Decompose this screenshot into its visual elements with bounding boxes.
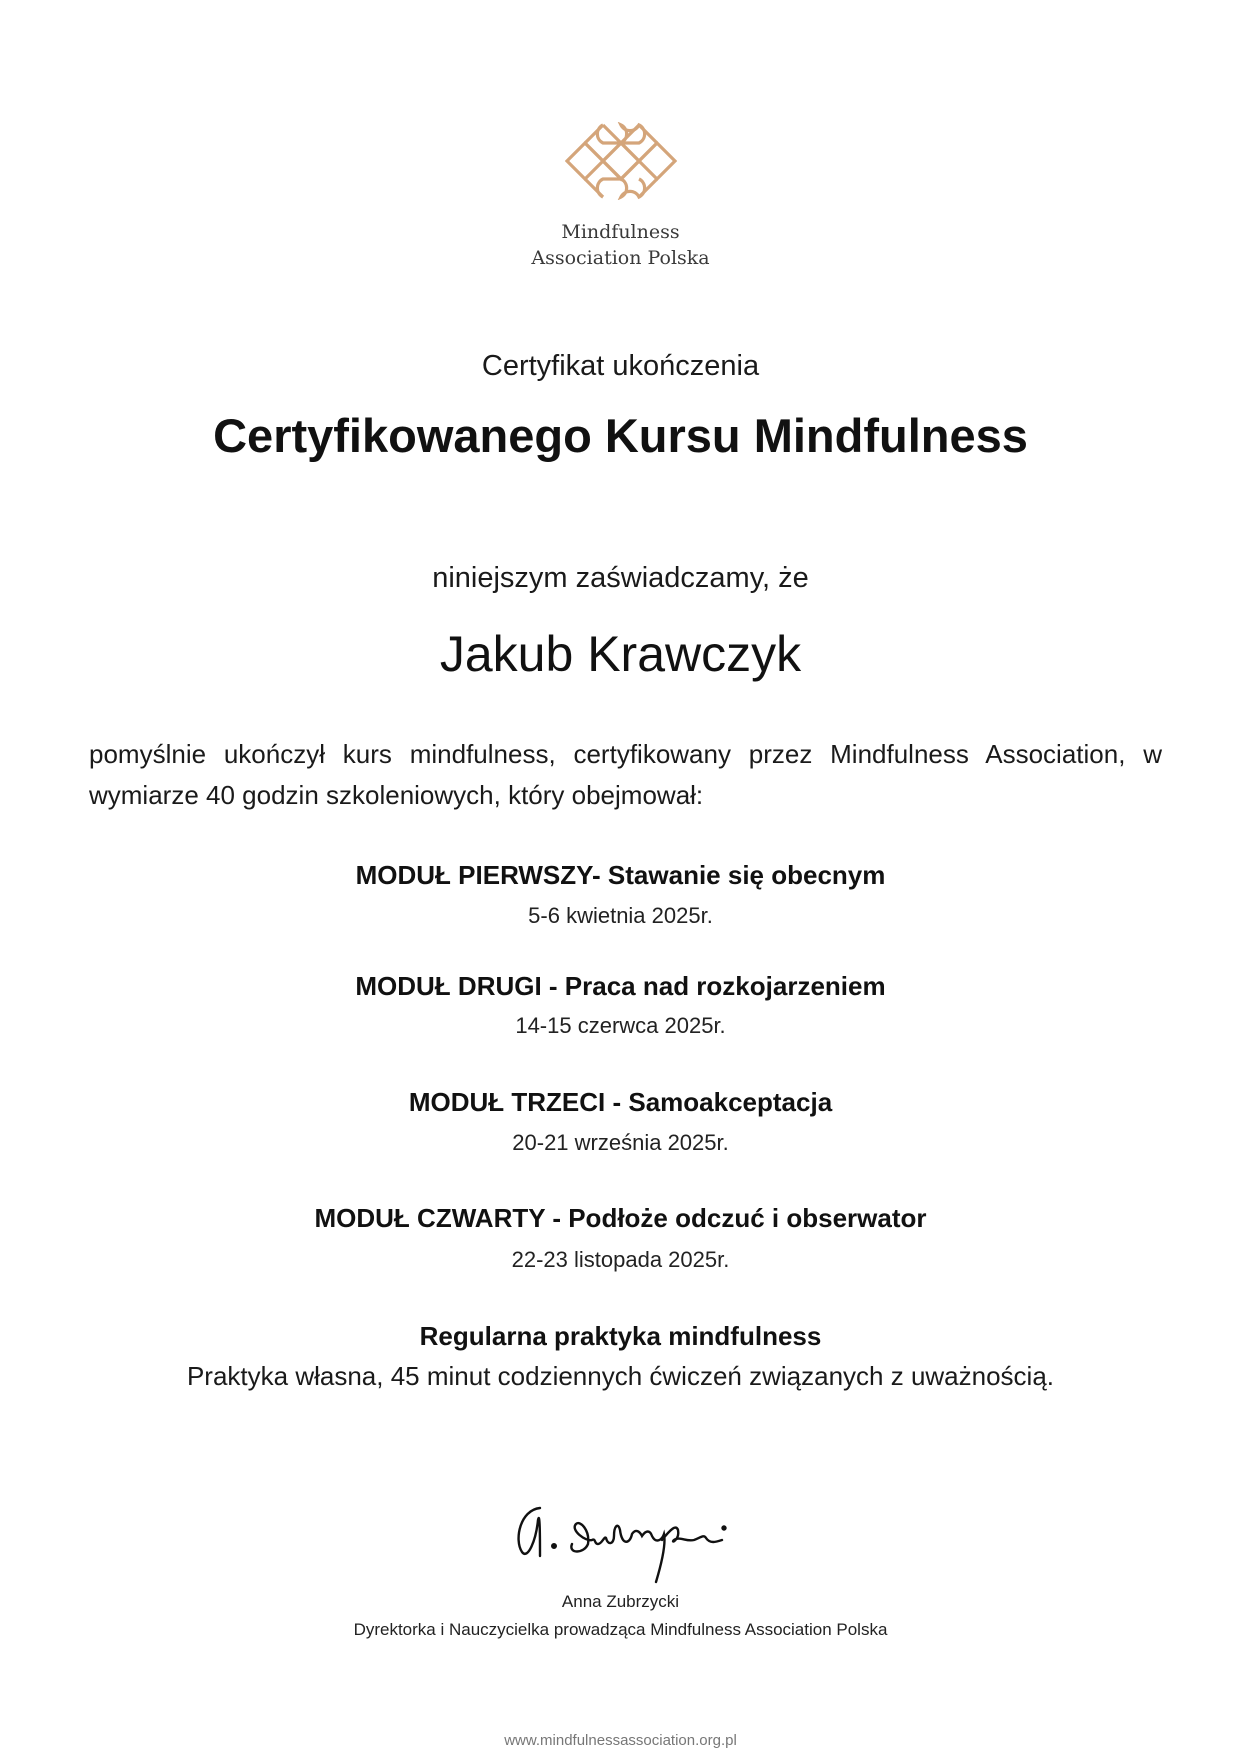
signature bbox=[510, 1500, 740, 1590]
footer-url: www.mindfulnessassociation.org.pl bbox=[504, 1732, 737, 1749]
logo-text-line1: Mindfulness bbox=[561, 221, 680, 243]
module-title: MODUŁ CZWARTY - Podłoże odczuć i obserwator bbox=[314, 1203, 927, 1233]
module-date: 14-15 czerwca 2025r. bbox=[515, 1013, 726, 1038]
module-date: 20-21 września 2025r. bbox=[512, 1130, 729, 1155]
practice-text: Praktyka własna, 45 minut codziennych ćwiczeń związanych z uważnością. bbox=[186, 1361, 1055, 1391]
certificate-title: Certyfikowanego Kursu Mindfulness bbox=[213, 409, 1028, 462]
endless-knot-logo-icon bbox=[565, 122, 677, 200]
intro-text: niniejszym zaświadczamy, że bbox=[432, 562, 809, 594]
module-date: 22-23 listopada 2025r. bbox=[511, 1247, 730, 1272]
logo-text-line2: Association Polska bbox=[531, 247, 710, 269]
module-title: MODUŁ PIERWSZY- Stawanie się obecnym bbox=[355, 860, 886, 890]
handwritten-signature-icon bbox=[510, 1500, 740, 1590]
signatory-role: Dyrektorka i Nauczycielka prowadząca Mindfulness Association Polska bbox=[353, 1620, 888, 1639]
recipient-name: Jakub Krawczyk bbox=[439, 626, 802, 682]
logo bbox=[565, 122, 677, 200]
certificate-subtitle: Certyfikat ukończenia bbox=[481, 350, 760, 382]
module-title: MODUŁ TRZECI - Samoakceptacja bbox=[408, 1087, 833, 1117]
signatory-name: Anna Zubrzycki bbox=[561, 1592, 680, 1611]
module-date: 5-6 kwietnia 2025r. bbox=[528, 903, 713, 928]
practice-title: Regularna praktyka mindfulness bbox=[419, 1321, 822, 1351]
module-title: MODUŁ DRUGI - Praca nad rozkojarzeniem bbox=[355, 971, 886, 1001]
completion-paragraph: pomyślnie ukończył kurs mindfulness, certyfikowany przez Mindfulness Association, w wymiarze 40 godzin szkoleniowych, który obejmował: bbox=[89, 739, 1162, 810]
